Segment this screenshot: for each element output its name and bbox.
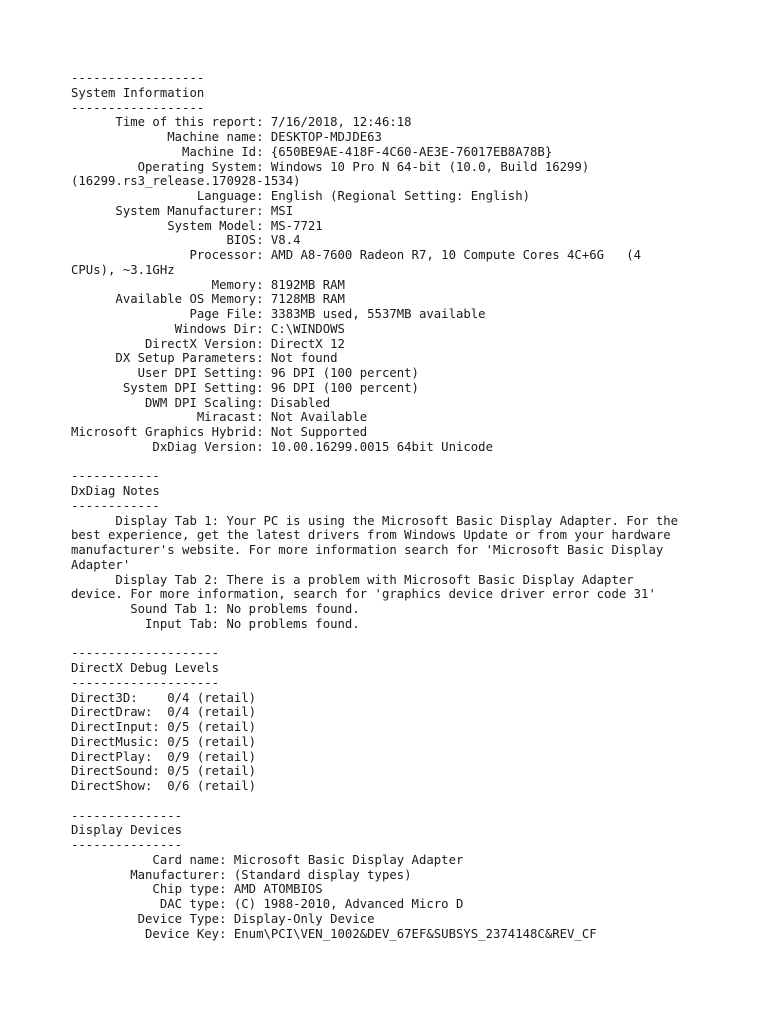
device-type-line: Device Type: Display-Only Device: [71, 911, 375, 926]
windows-dir-line: Windows Dir: C:\WINDOWS: [71, 321, 345, 336]
note-display-tab-2: Display Tab 2: There is a problem with Microsoft Basic Display Adapter: [71, 572, 634, 587]
note-display-tab-1-continuation: best experience, get the latest drivers from Windows Update or from your hardware: [71, 528, 671, 543]
section-rule: ------------: [71, 469, 160, 484]
section-heading-dxdiag-notes: DxDiag Notes: [71, 484, 160, 498]
graphics-hybrid-line: Microsoft Graphics Hybrid: Not Supported: [71, 425, 368, 439]
debug-level-directplay: DirectPlay: 0/9 (retail): [71, 749, 257, 764]
machine-name-line: Machine name: DESKTOP-MDJDE63: [71, 130, 382, 144]
section-rule: --------------------: [71, 646, 220, 661]
debug-level-directdraw: DirectDraw: 0/4 (retail): [71, 705, 257, 720]
note-display-tab-1: Display Tab 1: Your PC is using the Microsoft Basic Display Adapter. For the: [71, 513, 679, 528]
display-manufacturer-line: Manufacturer: (Standard display types): [71, 867, 412, 882]
dac-type-line: DAC type: (C) 1988-2010, Advanced Micro D: [71, 897, 464, 911]
debug-level-directmusic: DirectMusic: 0/5 (retail): [71, 734, 257, 749]
dx-setup-parameters-line: DX Setup Parameters: Not found: [71, 351, 338, 366]
note-sound-tab-1: Sound Tab 1: No problems found.: [71, 602, 360, 616]
section-rule: ---------------: [71, 838, 183, 852]
section-heading-display-devices: Display Devices: [71, 823, 183, 838]
section-heading-system-information: System Information: [71, 85, 205, 100]
section-heading-debug-levels: DirectX Debug Levels: [71, 661, 220, 675]
dwm-dpi-scaling-line: DWM DPI Scaling: Disabled: [71, 395, 331, 410]
bios-line: BIOS: V8.4: [71, 233, 301, 248]
card-name-line: Card name: Microsoft Basic Display Adapter: [71, 852, 464, 867]
processor-line: Processor: AMD A8-7600 Radeon R7, 10 Compute Cores 4C+6G (4: [71, 248, 642, 262]
note-display-tab-1-continuation: Adapter': [71, 557, 131, 572]
section-rule: ------------------: [71, 71, 205, 85]
blank-line: [71, 455, 761, 470]
note-display-tab-2-continuation: device. For more information, search for 'graphics device driver error code 31': [71, 587, 656, 602]
system-dpi-line: System DPI Setting: 96 DPI (100 percent): [71, 380, 419, 395]
document-page: [71, 71, 761, 941]
system-model-line: System Model: MS-7721: [71, 218, 323, 233]
section-rule: --------------------: [71, 675, 220, 690]
user-dpi-line: User DPI Setting: 96 DPI (100 percent): [71, 366, 419, 380]
machine-id-line: Machine Id: {650BE9AE-418F-4C60-AE3E-76017EB8A78B}: [71, 144, 553, 159]
blank-line: [71, 632, 761, 647]
debug-level-directshow: DirectShow: 0/6 (retail): [71, 779, 257, 793]
dxdiag-version-line: DxDiag Version: 10.00.16299.0015 64bit Unicode: [71, 439, 493, 454]
memory-line: Memory: 8192MB RAM: [71, 277, 345, 292]
note-input-tab: Input Tab: No problems found.: [71, 616, 360, 631]
section-rule: ------------: [71, 498, 160, 513]
chip-type-line: Chip type: AMD ATOMBIOS: [71, 882, 323, 897]
directx-version-line: DirectX Version: DirectX 12: [71, 336, 345, 351]
miracast-line: Miracast: Not Available: [71, 410, 368, 425]
section-rule: ---------------: [71, 808, 183, 823]
available-memory-line: Available OS Memory: 7128MB RAM: [71, 292, 345, 307]
operating-system-line: Operating System: Windows 10 Pro N 64-bit (10.0, Build 16299): [71, 159, 590, 174]
operating-system-continuation: (16299.rs3_release.170928-1534): [71, 174, 301, 189]
section-rule: ------------------: [71, 100, 205, 115]
language-line: Language: English (Regional Setting: English): [71, 189, 531, 203]
processor-continuation: CPUs), ~3.1GHz: [71, 262, 175, 277]
page-file-line: Page File: 3383MB used, 5537MB available: [71, 307, 486, 321]
system-manufacturer-line: System Manufacturer: MSI: [71, 203, 294, 218]
note-display-tab-1-continuation: manufacturer's website. For more information search for 'Microsoft Basic Display: [71, 543, 664, 557]
blank-line: [71, 794, 761, 809]
report-time-line: Time of this report: 7/16/2018, 12:46:18: [71, 115, 412, 130]
debug-level-directsound: DirectSound: 0/5 (retail): [71, 764, 257, 779]
device-key-line: Device Key: Enum\PCI\VEN_1002&DEV_67EF&SUBSYS_2374148C&REV_CF: [71, 926, 597, 941]
debug-level-directinput: DirectInput: 0/5 (retail): [71, 720, 257, 734]
debug-level-direct3d: Direct3D: 0/4 (retail): [71, 690, 257, 705]
